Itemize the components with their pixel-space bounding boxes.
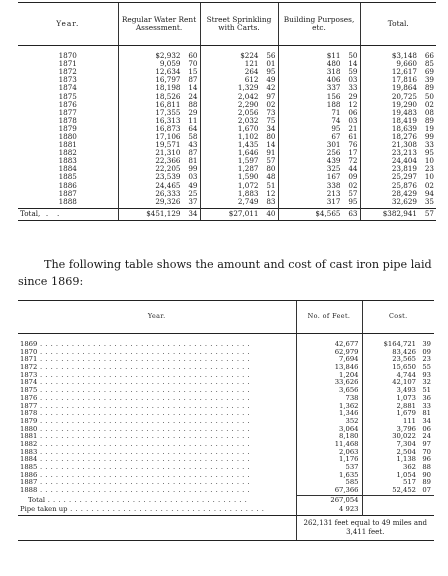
feet-cell: 7,694	[296, 356, 362, 364]
cost-cell: 111 34	[362, 418, 434, 426]
pipe-total-feet: 267,054	[296, 495, 362, 506]
feet-cell: 1,346	[296, 410, 362, 418]
pipe-taken-up-cost	[362, 506, 434, 516]
cost-cell: 517 89	[362, 479, 434, 487]
building-purposes-cell: 213 57	[278, 190, 360, 198]
building-purposes-cell: 71 06	[278, 109, 360, 117]
cost-cell: 2,504 70	[362, 449, 434, 457]
street-sprinkling-cell: 264 95	[200, 68, 278, 76]
year-cell: 1880	[58, 131, 77, 141]
pipe-year-cell: 1884 . . . . . . . . . . . . . . . . . . . . . . . . . . . . . . . . . . . . . . . .	[20, 455, 251, 464]
street-sprinkling-cell: 612 49	[200, 76, 278, 84]
water-rent-total-row	[18, 208, 436, 220]
net-length-note: 262,131 feet equal to 49 miles and 3,411 feet.	[296, 515, 434, 540]
building-purposes-cell: 188 12	[278, 101, 360, 109]
pipe-body	[18, 334, 434, 496]
regular-rent-cell: 22,205 99	[118, 165, 200, 173]
pipe-year-cell: 1872 . . . . . . . . . . . . . . . . . . . . . . . . . . . . . . . . . . . . . . . .	[20, 363, 251, 372]
year-cell: 1881	[58, 140, 77, 150]
water-rent-row	[18, 92, 436, 100]
header-street-sprinkling: Street Sprinkling with Carts.	[200, 3, 278, 46]
row-total-cell: 23,213 95	[360, 149, 436, 157]
total-regular: $451,129 34	[118, 208, 200, 220]
row-total-cell: 12,617 69	[360, 68, 436, 76]
building-purposes-cell: 338 02	[278, 182, 360, 190]
year-cell: 1888	[58, 196, 77, 206]
row-total-cell: 25,297 10	[360, 173, 436, 181]
regular-rent-cell: 22,366 81	[118, 157, 200, 165]
water-rent-row	[18, 125, 436, 133]
net-length-row	[18, 515, 434, 540]
feet-cell: 537	[296, 464, 362, 472]
row-total-cell: 21,308 33	[360, 141, 436, 149]
regular-rent-cell: $2,932 60	[118, 52, 200, 60]
row-total-cell: $3,148 66	[360, 52, 436, 60]
header-year: Year.	[18, 3, 118, 46]
cost-cell: 362 88	[362, 464, 434, 472]
feet-cell: 585	[296, 479, 362, 487]
row-total-cell: 9,660 85	[360, 60, 436, 68]
water-rent-header-row	[18, 3, 436, 46]
year-cell: 1884	[58, 164, 77, 174]
cost-cell: 30,022 24	[362, 433, 434, 441]
cost-cell: 42,107 32	[362, 379, 434, 387]
header-total: Total.	[360, 3, 436, 46]
regular-rent-cell: 16,811 88	[118, 101, 200, 109]
pipe-year-cell: 1887 . . . . . . . . . . . . . . . . . . . . . . . . . . . . . . . . . . . . . . . .	[20, 478, 251, 487]
water-rent-row	[18, 84, 436, 92]
pipe-year-cell: 1886 . . . . . . . . . . . . . . . . . . . . . . . . . . . . . . . . . . . . . . . .	[20, 470, 251, 479]
pipe-year-cell: 1885 . . . . . . . . . . . . . . . . . . . . . . . . . . . . . . . . . . . . . . . .	[20, 463, 251, 472]
street-sprinkling-cell: 1,597 57	[200, 157, 278, 165]
building-purposes-cell: 480 14	[278, 60, 360, 68]
feet-cell: 738	[296, 395, 362, 403]
cost-cell: 52,452 07	[362, 487, 434, 495]
row-total-cell: 18,639 19	[360, 125, 436, 133]
building-purposes-cell: $11 50	[278, 52, 360, 60]
year-cell: 1873	[58, 75, 77, 85]
regular-rent-cell: 17,355 29	[118, 109, 200, 117]
building-purposes-cell: 95 21	[278, 125, 360, 133]
feet-cell: 3,064	[296, 426, 362, 434]
feet-cell: 62,979	[296, 349, 362, 357]
pipe-total-label: Total . . . . . . . . . . . . . . . . . . . . . . . . . . . . . . . . . . . . . .	[28, 496, 248, 505]
building-purposes-cell: 317 95	[278, 198, 360, 209]
year-cell: 1872	[58, 67, 77, 77]
water-rent-row	[18, 68, 436, 76]
street-sprinkling-cell: 1,072 51	[200, 182, 278, 190]
row-total-cell: 19,864 89	[360, 84, 436, 92]
regular-rent-cell: 16,313 11	[118, 117, 200, 125]
regular-rent-cell: 16,873 64	[118, 125, 200, 133]
regular-rent-cell: 24,465 49	[118, 182, 200, 190]
feet-cell: 3,656	[296, 387, 362, 395]
year-cell: 1878	[58, 115, 77, 125]
street-sprinkling-cell: 2,032 75	[200, 117, 278, 125]
feet-cell: 13,846	[296, 364, 362, 372]
water-rent-row	[18, 157, 436, 165]
cost-cell: 23,565 23	[362, 356, 434, 364]
feet-cell: 2,063	[296, 449, 362, 457]
water-rent-row	[18, 76, 436, 84]
regular-rent-cell: 12,634 15	[118, 68, 200, 76]
street-sprinkling-cell: 2,042 97	[200, 92, 278, 100]
row-total-cell: 25,876 02	[360, 182, 436, 190]
header-regular-water-rent: Regular Water Rent Assessment.	[118, 3, 200, 46]
regular-rent-cell: 26,333 25	[118, 190, 200, 198]
pipe-total-cost	[362, 495, 434, 506]
pipe-year-cell: 1873 . . . . . . . . . . . . . . . . . . . . . . . . . . . . . . . . . . . . . . . .	[20, 370, 251, 379]
water-rent-row	[18, 198, 436, 209]
street-sprinkling-cell: 1,435 14	[200, 141, 278, 149]
pipe-year-cell: 1871 . . . . . . . . . . . . . . . . . . . . . . . . . . . . . . . . . . . . . . . .	[20, 355, 251, 364]
year-cell: 1887	[58, 188, 77, 198]
cost-cell: 83,426 09	[362, 349, 434, 357]
water-rent-row	[18, 182, 436, 190]
street-sprinkling-cell: 1,102 80	[200, 133, 278, 141]
pipe-year-cell: 1875 . . . . . . . . . . . . . . . . . . . . . . . . . . . . . . . . . . . . . . . .	[20, 386, 251, 395]
building-purposes-cell: 406 03	[278, 76, 360, 84]
cost-cell: 1,054 90	[362, 472, 434, 480]
pipe-year-cell: 1878 . . . . . . . . . . . . . . . . . . . . . . . . . . . . . . . . . . . . . . . .	[20, 409, 251, 418]
pipe-year-cell: 1870 . . . . . . . . . . . . . . . . . . . . . . . . . . . . . . . . . . . . . . . .	[20, 347, 251, 356]
pipe-year-cell: 1879 . . . . . . . . . . . . . . . . . . . . . . . . . . . . . . . . . . . . . . . .	[20, 416, 251, 425]
cast-iron-pipe-table	[18, 300, 434, 541]
feet-cell: 1,176	[296, 456, 362, 464]
year-cell: 1876	[58, 99, 77, 109]
water-rent-row	[18, 133, 436, 141]
water-rent-row	[18, 60, 436, 68]
cost-cell: 7,304 97	[362, 441, 434, 449]
feet-cell: 67,366	[296, 487, 362, 495]
pipe-year-cell: 1874 . . . . . . . . . . . . . . . . . . . . . . . . . . . . . . . . . . . . . . . .	[20, 378, 251, 387]
row-total-cell: 24,404 10	[360, 157, 436, 165]
header-building-purposes: Building Purposes, etc.	[278, 3, 360, 46]
street-sprinkling-cell: $224 56	[200, 52, 278, 60]
water-rent-row	[18, 190, 436, 198]
cost-cell: 3,493 51	[362, 387, 434, 395]
pipe-year-cell: 1881 . . . . . . . . . . . . . . . . . . . . . . . . . . . . . . . . . . . . . . . .	[20, 432, 251, 441]
water-rent-row	[18, 165, 436, 173]
feet-cell: 33,626	[296, 379, 362, 387]
pipe-header-row	[18, 301, 434, 334]
intro-paragraph: The following table shows the amount and cost of cast iron pipe laid since 1869:	[18, 258, 432, 288]
total-total: $382,941 57	[360, 208, 436, 220]
pipe-year-cell: 1888 . . . . . . . . . . . . . . . . . . . . . . . . . . . . . . . . . . . . . . . .	[20, 486, 251, 495]
street-sprinkling-cell: 1,670 34	[200, 125, 278, 133]
row-total-cell: 28,429 94	[360, 190, 436, 198]
pipe-summary	[18, 495, 434, 540]
year-cell: 1870	[58, 51, 77, 61]
header-no-of-feet: No. of Feet.	[296, 301, 362, 334]
street-sprinkling-cell: 1,287 80	[200, 165, 278, 173]
row-total-cell: 18,419 89	[360, 117, 436, 125]
regular-rent-cell: 16,797 87	[118, 76, 200, 84]
water-rent-body	[18, 46, 436, 209]
water-rent-row	[18, 173, 436, 181]
regular-rent-cell: 21,310 87	[118, 149, 200, 157]
regular-rent-cell: 19,571 43	[118, 141, 200, 149]
pipe-taken-up-label: Pipe taken up . . . . . . . . . . . . . . . . . . . . . . . . . . . . . . . . . . . . .	[20, 505, 265, 514]
year-cell: 1871	[58, 59, 77, 69]
year-cell: 1885	[58, 172, 77, 182]
building-purposes-cell: 325 44	[278, 165, 360, 173]
water-rent-row	[18, 101, 436, 109]
year-cell: 1886	[58, 180, 77, 190]
building-purposes-cell: 156 29	[278, 92, 360, 100]
cost-cell: 1,679 81	[362, 410, 434, 418]
building-purposes-cell: 256 17	[278, 149, 360, 157]
total-street: $27,011 40	[200, 208, 278, 220]
water-rent-table	[18, 2, 436, 221]
feet-cell: 1,635	[296, 472, 362, 480]
year-cell: 1879	[58, 123, 77, 133]
street-sprinkling-cell: 1,329 42	[200, 84, 278, 92]
water-rent-row	[18, 141, 436, 149]
row-total-cell: 19,483 08	[360, 109, 436, 117]
pipe-year-cell: 1876 . . . . . . . . . . . . . . . . . . . . . . . . . . . . . . . . . . . . . . . .	[20, 393, 251, 402]
pipe-year-cell: 1883 . . . . . . . . . . . . . . . . . . . . . . . . . . . . . . . . . . . . . . . .	[20, 447, 251, 456]
pipe-row	[18, 487, 434, 495]
water-rent-row	[18, 109, 436, 117]
street-sprinkling-cell: 121 01	[200, 60, 278, 68]
regular-rent-cell: 18,198 14	[118, 84, 200, 92]
pipe-year-cell: 1882 . . . . . . . . . . . . . . . . . . . . . . . . . . . . . . . . . . . . . . . .	[20, 439, 251, 448]
year-cell: 1883	[58, 156, 77, 166]
pipe-year-cell: 1877 . . . . . . . . . . . . . . . . . . . . . . . . . . . . . . . . . . . . . . . .	[20, 401, 251, 410]
feet-cell: 352	[296, 418, 362, 426]
feet-cell: 42,677	[296, 341, 362, 349]
row-total-cell: 17,816 39	[360, 76, 436, 84]
year-cell: 1875	[58, 91, 77, 101]
water-rent-row	[18, 52, 436, 60]
row-total-cell: 19,290 02	[360, 101, 436, 109]
building-purposes-cell: 74 03	[278, 117, 360, 125]
pipe-taken-up-row	[18, 506, 434, 516]
pipe-year-cell: 1869 . . . . . . . . . . . . . . . . . . . . . . . . . . . . . . . . . . . . . . . .	[20, 340, 251, 349]
header-cost: Cost.	[362, 301, 434, 334]
feet-cell: 8,180	[296, 433, 362, 441]
building-purposes-cell: 337 33	[278, 84, 360, 92]
regular-rent-cell: 29,326 37	[118, 198, 200, 209]
cost-cell: 1,138 96	[362, 456, 434, 464]
street-sprinkling-cell: 1,590 48	[200, 173, 278, 181]
regular-rent-cell: 23,539 03	[118, 173, 200, 181]
year-cell: 1877	[58, 107, 77, 117]
street-sprinkling-cell: 2,056 73	[200, 109, 278, 117]
cost-cell: $164,721 39	[362, 341, 434, 349]
street-sprinkling-cell: 2,749 83	[200, 198, 278, 209]
building-purposes-cell: 301 76	[278, 141, 360, 149]
year-cell: 1874	[58, 83, 77, 93]
feet-cell: 1,362	[296, 403, 362, 411]
feet-cell: 1,204	[296, 372, 362, 380]
feet-cell: 11,468	[296, 441, 362, 449]
cost-cell: 4,744 93	[362, 372, 434, 380]
water-rent-row	[18, 149, 436, 157]
building-purposes-cell: 67 61	[278, 133, 360, 141]
net-length-empty	[18, 515, 296, 540]
pipe-total-row	[18, 495, 434, 506]
cost-cell: 2,881 33	[362, 403, 434, 411]
building-purposes-cell: 318 59	[278, 68, 360, 76]
cost-cell: 3,796 06	[362, 426, 434, 434]
header-pipe-year: Year.	[18, 301, 296, 334]
row-total-cell: 18,276 99	[360, 133, 436, 141]
street-sprinkling-cell: 1,883 12	[200, 190, 278, 198]
year-cell: 1882	[58, 148, 77, 158]
street-sprinkling-cell: 1,646 91	[200, 149, 278, 157]
regular-rent-cell: 9,059 70	[118, 60, 200, 68]
pipe-taken-up-feet: 4 923	[296, 506, 362, 516]
total-building: $4,565 63	[278, 208, 360, 220]
cost-cell: 15,650 55	[362, 364, 434, 372]
building-purposes-cell: 439 72	[278, 157, 360, 165]
cost-cell: 1,073 36	[362, 395, 434, 403]
row-total-cell: 32,629 35	[360, 198, 436, 209]
total-label: Total, . .	[18, 208, 118, 220]
row-total-cell: 20,725 50	[360, 92, 436, 100]
regular-rent-cell: 18,526 24	[118, 92, 200, 100]
street-sprinkling-cell: 2,290 02	[200, 101, 278, 109]
regular-rent-cell: 17,106 58	[118, 133, 200, 141]
pipe-year-cell: 1880 . . . . . . . . . . . . . . . . . . . . . . . . . . . . . . . . . . . . . . . .	[20, 424, 251, 433]
building-purposes-cell: 167 09	[278, 173, 360, 181]
water-rent-row	[18, 117, 436, 125]
row-total-cell: 23,819 23	[360, 165, 436, 173]
